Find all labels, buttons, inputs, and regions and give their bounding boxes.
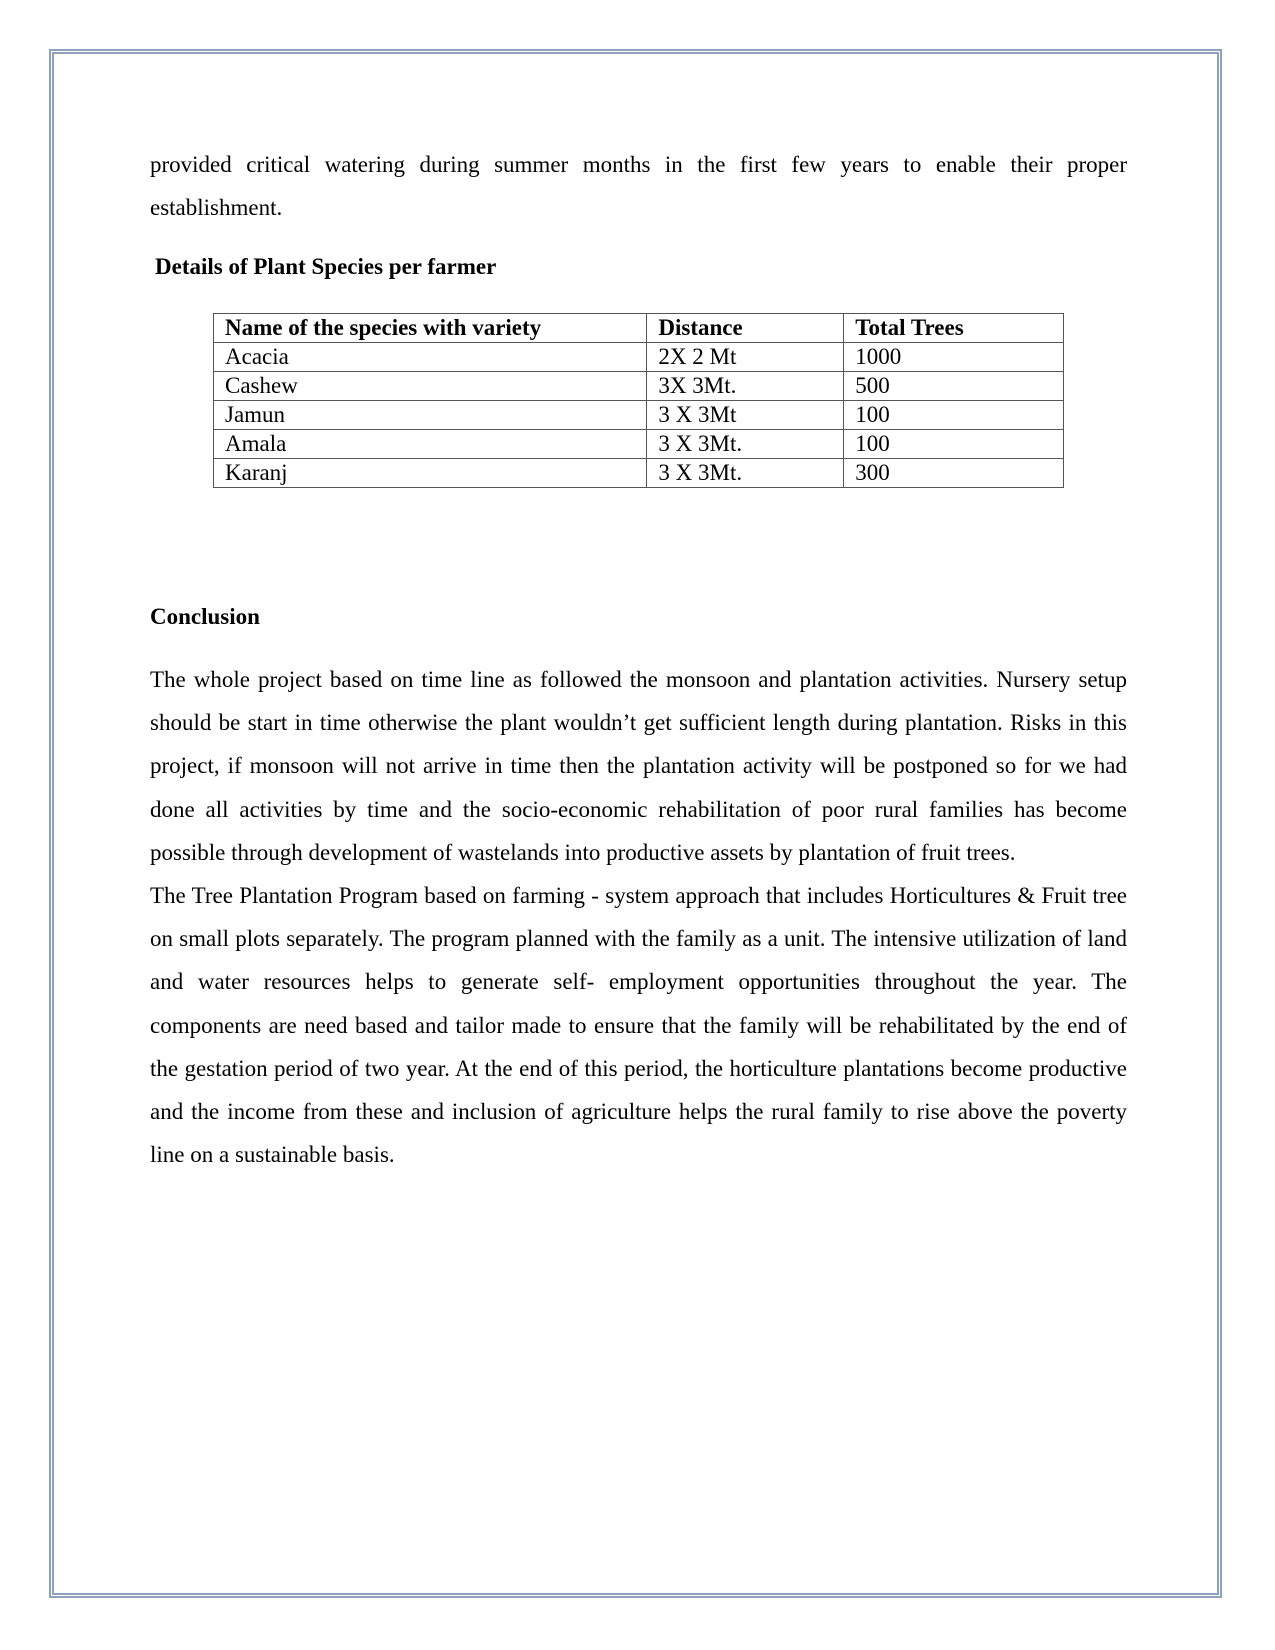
header-distance: Distance	[647, 314, 844, 343]
cell-total-trees: 300	[844, 459, 1064, 488]
conclusion-paragraph-1: The whole project based on time line as followed the monsoon and plantation activities. Nursery setup should be start in time otherwise the plant wouldn’t get sufficient length during plantation. Risks in this project, if monsoon will not arrive in time then the plantation activity will be postponed so for we had done all activities by time and the socio-economic rehabilitation of poor rural families has become possible through development of wastelands into productive assets by plantation of fruit trees.	[150, 667, 1127, 865]
cell-total-trees: 1000	[844, 343, 1064, 372]
intro-paragraph	[150, 143, 1127, 229]
cell-species: Karanj	[214, 459, 647, 488]
cell-distance: 3 X 3Mt.	[647, 459, 844, 488]
intro-line-2: establishment.	[150, 195, 283, 221]
cell-species: Jamun	[214, 401, 647, 430]
table-row	[214, 430, 1064, 459]
table-row	[214, 343, 1064, 372]
cell-species: Amala	[214, 430, 647, 459]
intro-line-1: provided critical watering during summer months in the first few years to enable their proper	[150, 152, 1127, 177]
cell-species: Acacia	[214, 343, 647, 372]
cell-total-trees: 500	[844, 372, 1064, 401]
cell-distance: 2X 2 Mt	[647, 343, 844, 372]
table-row	[214, 372, 1064, 401]
table-header-row	[214, 314, 1064, 343]
conclusion-paragraph-2: The Tree Plantation Program based on farming - system approach that includes Horticultures & Fruit tree on small plots separately. The program planned with the family as a unit. The intensive utilization of land and water resources helps to generate self- employment opportunities throughout the year. The components are need based and tailor made to ensure that the family will be rehabilitated by the end of the gestation period of two year. At the end of this period, the horticulture plantations become productive and the income from these and inclusion of agriculture helps the rural family to rise above the poverty line on a sustainable basis.	[150, 883, 1127, 1168]
cell-species: Cashew	[214, 372, 647, 401]
header-species: Name of the species with variety	[214, 314, 647, 343]
table-row	[214, 459, 1064, 488]
table-row	[214, 401, 1064, 430]
cell-distance: 3 X 3Mt.	[647, 430, 844, 459]
species-table	[213, 313, 1064, 488]
cell-distance: 3 X 3Mt	[647, 401, 844, 430]
cell-distance: 3X 3Mt.	[647, 372, 844, 401]
conclusion-title: Conclusion	[150, 604, 260, 629]
cell-total-trees: 100	[844, 401, 1064, 430]
header-total-trees: Total Trees	[844, 314, 1064, 343]
species-section-title: Details of Plant Species per farmer	[155, 254, 497, 279]
conclusion-body	[150, 658, 1127, 1176]
cell-total-trees: 100	[844, 430, 1064, 459]
